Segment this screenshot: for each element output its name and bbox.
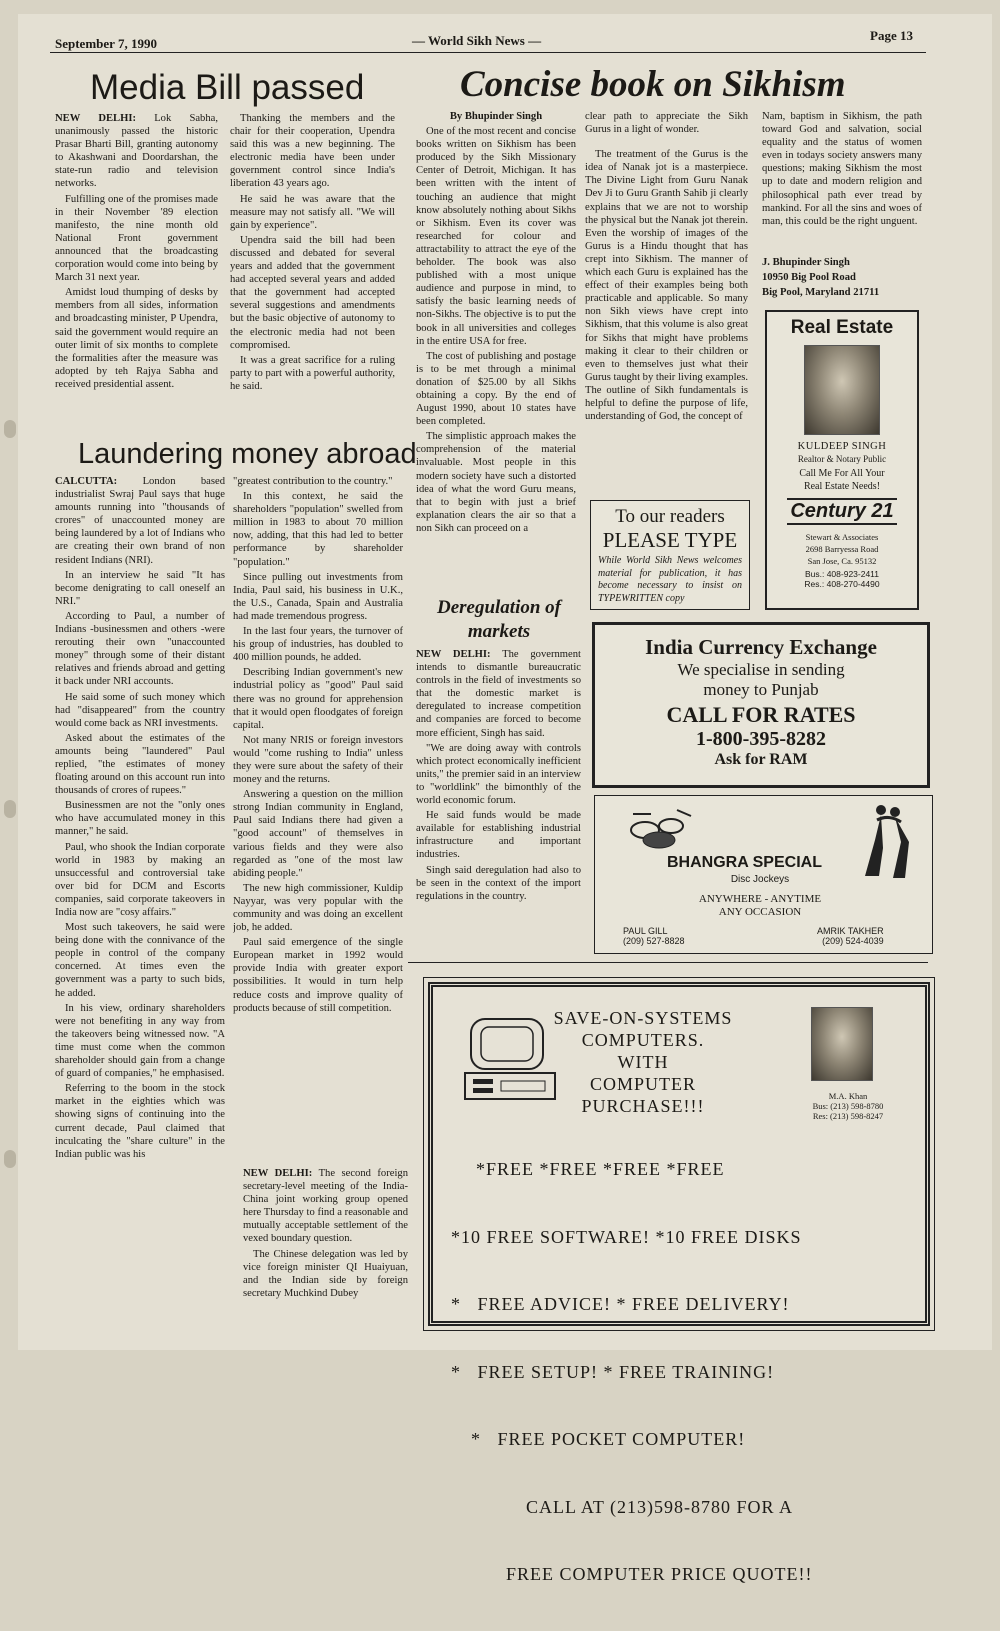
readers-notice-title: To our readers [615, 506, 725, 527]
agency-bus-phone: Bus.: 408-923-2411 [804, 569, 880, 579]
contact-phone: (209) 524-4039 [822, 936, 884, 946]
bhangra-title: BHANGRA SPECIAL [667, 854, 822, 871]
author-city: Big Pool, Maryland 21711 [762, 287, 880, 298]
issue-date: September 7, 1990 [55, 36, 157, 51]
laundering-col2 [233, 475, 403, 1157]
currency-cta: CALL FOR RATES [666, 702, 856, 727]
agency-phones [767, 569, 917, 589]
agent-name: KULDEEP SINGH [797, 441, 887, 452]
century21-logo: Century 21 [787, 498, 897, 525]
readers-notice-body: While World Sikh News welcomes material for publication, it has become necessary to insist on TYPEWRITTEN copy [598, 555, 742, 604]
dateline: NEW DELHI: [243, 1168, 313, 1179]
offer-line: * FREE SETUP! * FREE TRAINING! [451, 1361, 775, 1382]
currency-phone: 1-800-395-8282 [696, 728, 826, 750]
dateline: NEW DELHI: [416, 649, 491, 660]
paragraph: Not many NRIS or foreign investors would "come rushing to India" unless they were sure about the safety of their money and the returns. [233, 734, 403, 786]
paragraph: The simplistic approach makes the comprehension of the material invaluable. Most people in this modern society have such a distorted idea of what the word Guru means, that to begin with just a brief explanation clears the air so that a non Sikh can proceed on a [416, 431, 576, 534]
offer-line: * FREE ADVICE! * FREE DELIVERY! [451, 1294, 790, 1314]
paragraph: The government intends to dismantle bureaucratic controls in the field of investments so that the domestic market is deregulated to increase competition and companies are forced to become more efficient, Singh has said. [416, 649, 581, 739]
concise-book-col2 [585, 110, 748, 490]
page-number: Page 13 [870, 28, 913, 43]
paragraph: According to Paul, a number of Indians -businessmen and others -were rerouting their own "unaccounted money" through some of their distant relatives and friends abroad and getting it back under NRI accounts. [55, 610, 225, 688]
paragraph: Answering a question on the million strong Indian community in England, Paul said Indians there had given a "good account" of themselves in various fields and they were also regarded as "one of the most law abiding people." [233, 789, 403, 879]
china-story [243, 1167, 408, 1337]
deregulation-headline: Deregulation of markets [436, 597, 562, 642]
currency-ask: Ask for RAM [714, 751, 808, 768]
paragraph: Lok Sabha, unanimously passed the historic Prasar Bharti Bill, granting autonomy to Akashwani and Doordarshan, the state-run radio and television networks. [55, 113, 218, 190]
agency-street: 2698 Barryessa Road [805, 544, 879, 554]
paragraph: In an interview he said "It has become denigrating to call oneself an NRI." [55, 569, 225, 607]
agent-role: Realtor & Notary Public [797, 454, 887, 464]
laundering-headline: Laundering money abroad [78, 438, 417, 470]
author-name: J. Bhupinder Singh [762, 257, 850, 268]
paragraph: It was a great sacrifice for a ruling party to part with a powerful authority, he said. [230, 354, 395, 392]
readers-notice-heading: PLEASE TYPE [602, 528, 738, 552]
dateline: CALCUTTA: [55, 476, 118, 487]
paragraph: In this context, he said the shareholders "population" swelled from million in 1983 to about 70 million now, adding, that this had led to better performance by shareholder "population." [233, 491, 403, 568]
title-line: COMPUTERS. [581, 1030, 705, 1050]
concise-book-col1 [416, 110, 576, 584]
real-estate-title: Real Estate [790, 317, 894, 338]
real-estate-ad [765, 310, 919, 610]
paragraph: The cost of publishing and postage is to be met through a minimal donation of $25.00 by all Sikhs obtaining a copy. By the end of August 1990, about 10 states have been completed. [416, 350, 576, 428]
agency-firm: Stewart & Associates [805, 532, 879, 542]
agent-cta-2: Real Estate Needs! [803, 481, 881, 492]
paragraph: Paul, who shook the Indian corporate world in 1983 by making an unsuccessful and controversial take over bid for DCM and Escorts companies, said corporate takeovers in India now are "cosy affairs." [55, 841, 225, 918]
paragraph: Describing Indian government's new industrial policy as "good" Paul said there was no ground for apprehension that it would open floodgates of foreign capital. [233, 667, 403, 731]
paragraph: He said some of such money which had "disappeared" from the country would come back as NRI investments. [55, 691, 225, 729]
offer-line: *FREE *FREE *FREE *FREE [476, 1159, 725, 1179]
bhangra-subtitle: Disc Jockeys [730, 874, 790, 885]
paragraph: In his view, ordinary shareholders were not benefiting in any way from the takeovers being witnessed now. "A time must come when the common shareholder should gain from a change of guard of companies," he emphasised. [55, 1002, 225, 1080]
agency-res-phone: Res.: 408-270-4490 [804, 579, 880, 589]
agent-photo [804, 345, 880, 435]
paragraph: Amidst loud thumping of desks by members from all sides, information and broadcasting minister, P Upendra, said the government would require an outer limit of six months to complete the formalities after the measure was adopted by teh Rajya Sabha and received presidential assent. [55, 287, 218, 390]
author-signature [762, 255, 879, 300]
title-line: SAVE-ON-SYSTEMS [553, 1008, 733, 1028]
contact-phone: (209) 527-8828 [623, 936, 685, 946]
concise-book-col3 [762, 110, 922, 250]
paragraph: Since pulling out investments from India, Paul said, his business in U.K., the U.S., Canada, Spain and Australia had made tremendous progress. [233, 571, 403, 622]
paragraph: One of the most recent and concise books written on Sikhism has been produced by the Sikh Missionary Center of Detroit, Michigan. It has been written with the intent of touching an audience that might know absolutely nothing about Sikhs or Sikhism. Even its cover was researched for colour and attractability to attract the eye of the beholder. The book was also published with a most unique audience and purpose in mind, to satisfy the basic learning needs of non-Sikhs. The objective is to put the book in all universities and colleges in the entire USA for free. [416, 126, 576, 347]
paragraph: Businessmen are not the "only ones who have accumulated money in this manner," he said. [55, 800, 225, 838]
paragraph: Referring to the boom in the stock market in the eighties which was showing signs of continuing into the current decade, Paul claimed that inculcating the "share culture" in the Indian public was his [55, 1083, 225, 1160]
dancing-couple-icon [857, 800, 917, 880]
drum-kit-icon [625, 806, 695, 852]
paragraph: London based industrialist Swraj Paul says that huge amounts running into "thousands of crores" of unaccounted money are being laundered by a lot of Indians who are creating their own brand of non resident Indians (NRI). [55, 476, 225, 566]
bhangra-when: ANYWHERE - ANYTIME [698, 893, 822, 905]
byline: By Bhupinder Singh [449, 111, 543, 122]
laundering-col1 [55, 475, 225, 1340]
paragraph: Fulfilling one of the promises made in their November '89 election manifesto, the nine month old National Front government announced that the broadcasting corporation would come into being by March 31 next year. [55, 193, 218, 284]
currency-exchange-ad [592, 622, 930, 788]
bhangra-contact-1 [623, 926, 685, 946]
paragraph: He said funds would be made available for establishing industrial infrastructure and important industries. [416, 810, 581, 861]
paragraph: He said he was aware that the measure may not satisfy all. "We will gain by experience". [230, 193, 395, 231]
contact-name: AMRIK TAKHER [817, 926, 884, 936]
paragraph: clear path to appreciate the Sikh Gurus in a light of wonder. [585, 111, 748, 136]
media-bill-col1 [55, 112, 218, 438]
section-rule [408, 962, 928, 963]
header-rule [50, 52, 926, 53]
bhangra-occasion: ANY OCCASION [718, 906, 802, 918]
dateline: NEW DELHI: [55, 113, 136, 124]
dealer-bus-phone: Bus: (213) 598-8780 [812, 1101, 884, 1111]
deregulation-body [416, 648, 581, 958]
paragraph: Singh said deregulation had also to be seen in the context of the import regulations in the country. [416, 864, 581, 902]
paragraph: Upendra said the bill had been discussed and debated for several years and added that the government had accepted several years and added that the government had accepted several suggestions and amendments but the basic objective of autonomy to the electronic media had not been compromised. [230, 234, 395, 351]
paragraph: Paul said emergence of the single European market in 1992 would provide India with greater export possibilities. It would in turn help reduce costs and improve quality of products because of still competition. [233, 937, 403, 1014]
computer-ad [428, 982, 930, 1584]
contact-name: PAUL GILL [623, 926, 668, 936]
bhangra-contact-2 [817, 926, 884, 946]
paragraph: "greatest contribution to the country." [233, 476, 393, 487]
paragraph: In the last four years, the turnover of his group of industries, has doubled to 400 million pounds, he added. [233, 626, 403, 664]
title-line: PURCHASE!!! [581, 1096, 705, 1116]
paragraph: The treatment of the Gurus is the idea of Nanak jot is a masterpiece. The Divine Light from Guru Nanak Dev Ji to Guru Granth Sahib ji clearly explains that we are not to worship the physical but the Nanak jot therein. Even the worship of images of the Gurus is a Hindu thought that has crept into Sikhism. The manner of which each Guru is explained has the effect of their examples being both practicable and applicable. So many non Sikh views have crept into Sikhism, that this volume is also great for Sikhs that might have problems making it clear to their children or even to themselves just what their Gurus taught by their living examples. The outline of Sikh fundamentals is helpful to define the purpose of life, understanding of God, the concept of [585, 149, 748, 423]
media-bill-col2 [230, 112, 395, 438]
paragraph: Nam, baptism in Sikhism, the path toward God and salvation, social equality and the status of women even in todays society answers many questions; making Sikhism the most up to date and modern religion and philosophical path ever tread by mankind. For all the sins and woes of man, this could be the right unguent. [762, 111, 922, 227]
readers-notice-box [590, 500, 750, 610]
title-line: COMPUTER [589, 1074, 696, 1094]
masthead: — World Sikh News — [412, 33, 542, 48]
currency-title: India Currency Exchange [645, 635, 877, 659]
currency-line2: money to Punjab [703, 680, 819, 699]
paragraph: Asked about the estimates of the amounts being "laundered" Paul replied, "the estimates of money floating around on this account run into thousands of crores of rupees." [55, 732, 225, 797]
concise-book-headline: Concise book on Sikhism [460, 64, 846, 105]
agency-address [767, 531, 917, 567]
title-line: WITH [617, 1052, 669, 1072]
paragraph: Most such takeovers, he said were being done with the connivance of the people in control of the company concerned. At times even the government was a party to such bids, he added. [55, 922, 225, 999]
agent-cta-1: Call Me For All Your [799, 468, 885, 479]
offer-line: CALL AT (213)598-8780 FOR A [526, 1496, 794, 1517]
computer-ad-title [523, 1007, 763, 1117]
author-street: 10950 Big Pool Road [762, 272, 856, 283]
offer-line: *10 FREE SOFTWARE! *10 FREE DISKS [451, 1226, 802, 1247]
paragraph: Thanking the members and the chair for their cooperation, Upendra said this was a new beginning. The electronic media have been under government control since India's liberation 43 years ago. [230, 113, 395, 190]
media-bill-headline: Media Bill passed [90, 68, 365, 107]
paragraph: The Chinese delegation was led by vice foreign minister QI Huaiyuan, and the Indian side by foreign secretary Muchkind Dubey [243, 1248, 408, 1299]
offer-line: FREE COMPUTER PRICE QUOTE!! [506, 1564, 813, 1584]
agency-city: San Jose, Ca. 95132 [807, 556, 877, 566]
paragraph: The new high commissioner, Kuldip Nayyar, was very popular with the community and was doing an excellent job, he added. [233, 882, 403, 934]
dealer-photo [811, 1007, 873, 1081]
paragraph: "We are doing away with controls which protect economically inefficient units," the premier said in an interview to "worldlink" the bimonthly of the world economic forum. [416, 742, 581, 807]
dealer-name: M.A. Khan [828, 1091, 868, 1101]
computer-offers [451, 1113, 901, 1631]
bhangra-ad [594, 795, 933, 954]
currency-line1: We specialise in sending [677, 660, 845, 679]
offer-line: * FREE POCKET COMPUTER! [471, 1429, 746, 1449]
dealer-res-phone: Res: (213) 598-8247 [812, 1111, 884, 1121]
paragraph: The second foreign secretary-level meeting of the India-China joint working group opened here Thursday to find a reasonable and mutually acceptable settlement of the vexed boundary question. [243, 1168, 408, 1245]
